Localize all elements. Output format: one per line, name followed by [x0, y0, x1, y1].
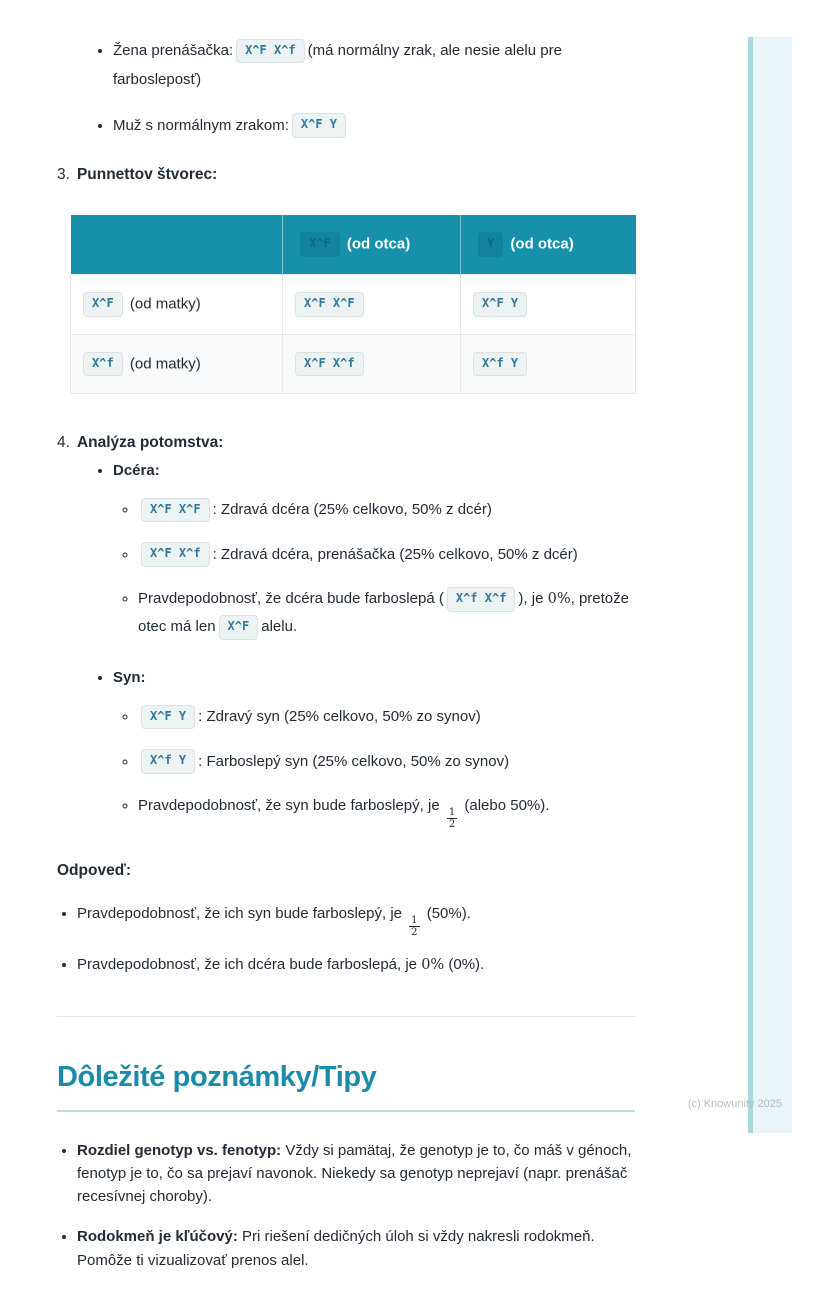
item-text: : Zdravá dcéra (25% celkovo, 50% z dcér): [212, 500, 492, 518]
notes-heading: Dôležité poznámky/Tipy: [57, 1061, 635, 1112]
genotype-badge: X^F X^f: [236, 39, 305, 64]
list-item: [77, 1225, 635, 1272]
table-cell: [283, 275, 461, 335]
item-text: (alebo 50%).: [464, 797, 550, 815]
list-item-daughter: [113, 462, 635, 641]
header-label: (od otca): [346, 235, 411, 253]
tips-list: [57, 1139, 635, 1272]
table-row: [71, 334, 636, 394]
genotype-badge: X^F Y: [473, 292, 527, 317]
list-item: [77, 953, 635, 977]
table-cell: [461, 334, 636, 394]
tip-text: Vždy si pamätaj, že genotyp je to, čo máš v génoch, fenotyp je to, čo sa prejaví navonok. Niekedy sa genotyp neprejaví (napr. prenášač recesívnej choroby).: [77, 1141, 632, 1206]
genotype-badge: X^F: [219, 615, 259, 640]
tip-text: Pri riešení dedičných úloh si vždy nakresli rodokmeň. Pomôže ti vizualizovať prenos alel.: [77, 1228, 595, 1269]
table-cell: [283, 334, 461, 394]
item-text: Muž s normálnym zrakom:: [113, 116, 289, 134]
genotype-badge: X^F X^F: [141, 498, 210, 523]
tip-label: Rozdiel genotyp vs. fenotyp:: [77, 1141, 282, 1159]
item-text: Pravdepodobnosť, že ich syn bude farboslepý, je: [77, 905, 402, 923]
list-item: [138, 748, 635, 776]
list-item: [77, 1139, 635, 1209]
son-sublist: [113, 703, 635, 831]
row-header-cell: [71, 275, 283, 335]
cell-label: (od matky): [129, 295, 201, 313]
section-divider: [57, 1016, 635, 1017]
section-title: Analýza potomstva:: [76, 434, 224, 452]
header-label: (od otca): [510, 235, 574, 253]
document-content: [57, 0, 635, 1289]
item-text: Pravdepodobnosť, že ich dcéra bude farboslepá, je: [77, 956, 422, 974]
watermark-text: (c) Knowunity 2025: [687, 1098, 782, 1110]
table-row: [71, 275, 636, 335]
list-item: [138, 703, 635, 731]
genotype-badge: X^F X^f: [295, 352, 364, 377]
genotype-badge: X^F Y: [141, 705, 195, 730]
genotype-badge: X^F: [300, 232, 340, 257]
section-title: Punnettov štvorec:: [76, 165, 218, 183]
fraction: [447, 807, 457, 830]
genotype-badge: X^f: [83, 352, 123, 377]
cell-label: (od matky): [129, 354, 201, 372]
item-text: : Zdravá dcéra, prenášačka (25% celkovo, 50% z dcér): [212, 545, 578, 563]
section-heading-punnett: [57, 164, 635, 186]
genotype-badge: Y: [478, 232, 503, 257]
fraction: [409, 915, 419, 938]
item-text: (má normálny zrak, ale nesie alelu pre farbosleposť): [113, 42, 562, 89]
section-number: 4.: [57, 434, 70, 452]
list-item: [113, 111, 635, 140]
list-item: [138, 541, 635, 569]
table-header-row: [71, 215, 636, 274]
fraction-numerator: 1: [411, 915, 418, 927]
son-label: Syn:: [113, 668, 146, 686]
answer-heading: Odpoveď:: [57, 862, 132, 880]
item-text: Pravdepodobnosť, že dcéra bude farboslepá (: [138, 590, 444, 608]
table-header-empty: [71, 215, 283, 274]
fraction-numerator: 1: [448, 807, 456, 819]
daughter-label: Dcéra:: [113, 461, 160, 479]
analysis-list: [57, 462, 635, 831]
table-header-father-xf: [283, 215, 461, 274]
punnett-square-table: [70, 215, 636, 394]
section-heading-analysis: [57, 432, 635, 454]
table-header-father-y: [461, 215, 636, 274]
item-text: Pravdepodobnosť, že syn bude farboslepý, je: [138, 797, 440, 815]
list-item: [138, 496, 635, 524]
item-text: : Zdravý syn (25% celkovo, 50% zo synov): [198, 707, 481, 725]
genotype-badge: X^F: [83, 292, 123, 317]
item-text: (50%).: [426, 905, 471, 923]
item-text: (0%).: [444, 956, 485, 974]
genotype-badge: X^F Y: [292, 113, 346, 138]
scrollbar[interactable]: [748, 37, 792, 1133]
item-text: Žena prenášačka:: [113, 42, 234, 59]
item-text: , pretože otec má len: [138, 590, 629, 636]
math-value: 0%: [547, 591, 571, 608]
fraction-denominator: 2: [411, 927, 418, 939]
item-text: ), je: [518, 590, 548, 608]
genotype-badge: X^F X^f: [141, 542, 210, 567]
math-value: 0%: [421, 957, 445, 974]
table-cell: [461, 275, 636, 335]
genotype-badge: X^F X^F: [295, 292, 364, 317]
intro-list: [57, 36, 635, 140]
item-text: alelu.: [261, 618, 298, 636]
genotype-badge: X^f Y: [141, 749, 195, 774]
list-item: [138, 585, 635, 641]
list-item-son: [113, 669, 635, 831]
daughter-sublist: [113, 496, 635, 641]
tip-label: Rodokmeň je kľúčový:: [77, 1228, 238, 1246]
list-item: [113, 36, 635, 95]
row-header-cell: [71, 334, 283, 394]
list-item: [138, 792, 635, 830]
genotype-badge: X^f Y: [473, 352, 527, 377]
item-text: : Farboslepý syn (25% celkovo, 50% zo synov): [198, 752, 510, 770]
genotype-badge: X^f X^f: [447, 587, 516, 612]
fraction-denominator: 2: [448, 819, 456, 831]
answer-list: [57, 902, 635, 977]
list-item: [77, 902, 635, 938]
section-number: 3.: [57, 165, 70, 183]
